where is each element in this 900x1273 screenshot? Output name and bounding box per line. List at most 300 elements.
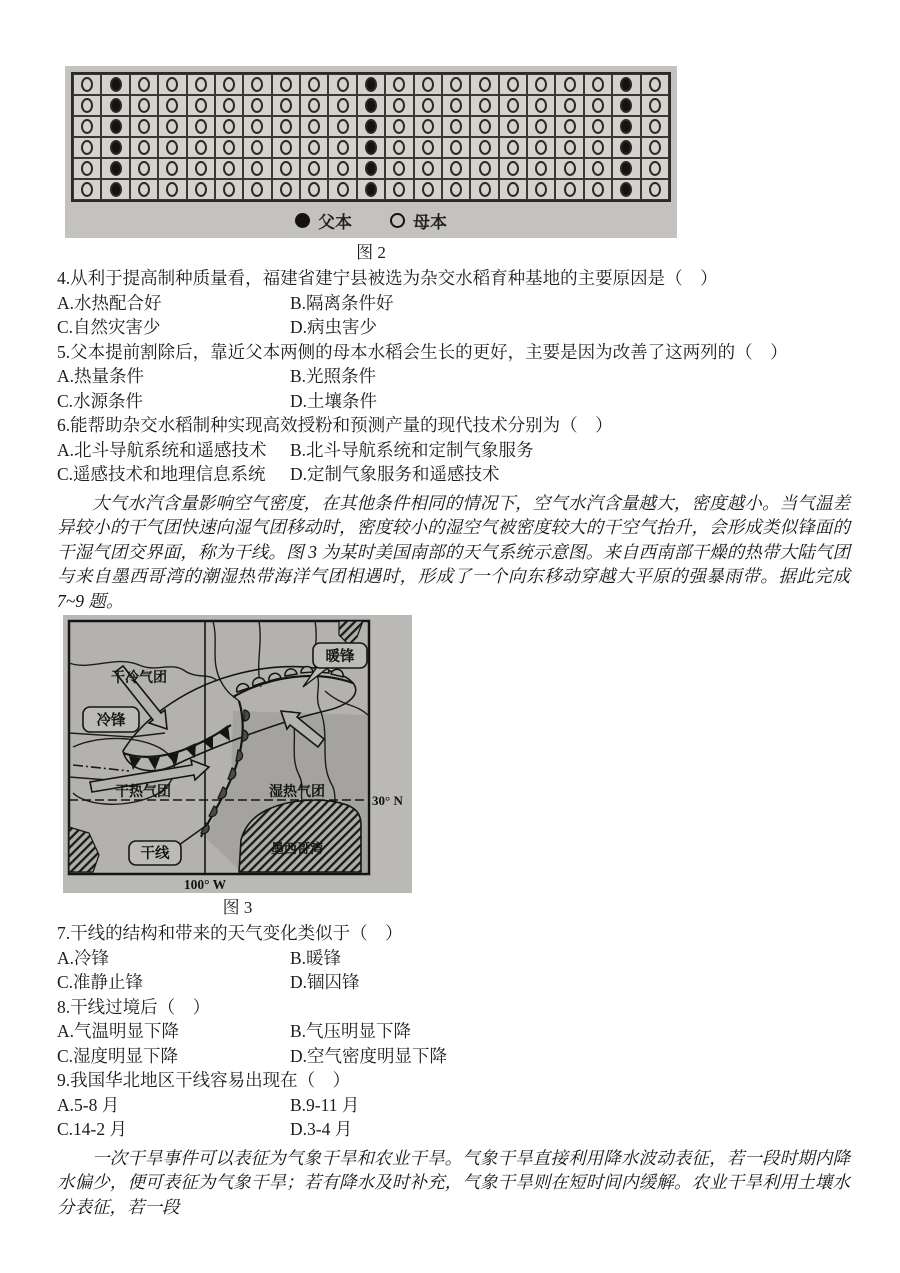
female-parent-dot xyxy=(564,182,576,197)
female-parent-dot xyxy=(592,161,604,176)
grid-cell xyxy=(612,179,640,200)
option-d: D.土壤条件 xyxy=(290,390,378,411)
grid-cell xyxy=(499,179,527,200)
option-d: D.病虫害少 xyxy=(290,317,378,337)
female-parent-dot xyxy=(393,140,405,155)
grid-cell xyxy=(499,95,527,116)
option-c: C.自然灾害少 xyxy=(57,317,161,337)
option-d: D.锢囚锋 xyxy=(290,972,360,992)
female-parent-dot xyxy=(479,77,491,92)
female-parent-dot xyxy=(308,140,320,155)
latitude-label: 30° N xyxy=(372,793,403,808)
cold-front-label: 冷锋 xyxy=(96,713,126,729)
question-6 xyxy=(57,413,850,487)
male-parent-dot xyxy=(365,119,377,134)
female-parent-dot xyxy=(564,140,576,155)
grid-cell xyxy=(215,74,243,95)
grid-cell xyxy=(612,158,640,179)
female-parent-dot xyxy=(280,77,292,92)
grid-cell xyxy=(442,95,470,116)
option-b: B.北斗导航系统和定制气象服务 xyxy=(290,439,534,460)
option-b: B.隔离条件好 xyxy=(290,292,394,313)
grid-cell xyxy=(612,95,640,116)
female-parent-dot xyxy=(251,98,263,113)
grid-cell xyxy=(328,74,356,95)
grid-cell xyxy=(300,158,328,179)
grid-cell xyxy=(187,95,215,116)
female-parent-dot xyxy=(195,119,207,134)
female-parent-dot xyxy=(337,98,349,113)
female-parent-dot xyxy=(393,77,405,92)
female-parent-dot xyxy=(223,182,235,197)
option-a: A.5-8 月 xyxy=(57,1094,120,1115)
female-parent-dot xyxy=(479,182,491,197)
grid-cell xyxy=(414,74,442,95)
grid-cell xyxy=(527,74,555,95)
female-parent-dot xyxy=(535,161,547,176)
option-b: B.9-11 月 xyxy=(290,1094,360,1115)
grid-cell xyxy=(101,116,129,137)
grid-cell xyxy=(470,137,498,158)
legend-item-female xyxy=(390,208,447,233)
female-parent-dot xyxy=(535,140,547,155)
male-parent-dot xyxy=(620,77,632,92)
grid-cell xyxy=(328,116,356,137)
female-parent-dot xyxy=(450,182,462,197)
grid-cell xyxy=(612,74,640,95)
figure-2-caption: 图 2 xyxy=(356,243,386,262)
female-parent-dot xyxy=(592,98,604,113)
seed-grid xyxy=(71,72,671,202)
option-a: A.气温明显下降 xyxy=(57,1021,180,1041)
female-parent-dot xyxy=(337,140,349,155)
grid-cell xyxy=(555,116,583,137)
male-parent-dot xyxy=(365,161,377,176)
female-parent-dot xyxy=(393,182,405,197)
grid-cell xyxy=(414,158,442,179)
grid-cell xyxy=(158,95,186,116)
dry-cold-airmass-label: 干冷气团 xyxy=(111,671,167,686)
female-parent-label: 母本 xyxy=(413,212,447,232)
grid-cell xyxy=(612,137,640,158)
female-parent-dot xyxy=(507,182,519,197)
grid-cell xyxy=(158,158,186,179)
male-parent-dot-icon xyxy=(295,213,310,228)
female-parent-dot xyxy=(195,161,207,176)
female-parent-dot xyxy=(535,119,547,134)
grid-cell xyxy=(300,179,328,200)
female-parent-dot xyxy=(223,98,235,113)
female-parent-dot xyxy=(280,119,292,134)
grid-cell xyxy=(215,179,243,200)
grid-cell xyxy=(470,158,498,179)
grid-cell xyxy=(527,179,555,200)
option-b: B.光照条件 xyxy=(290,366,377,386)
male-parent-dot xyxy=(110,161,122,176)
male-parent-dot xyxy=(110,98,122,113)
grid-cell xyxy=(641,74,669,95)
female-parent-dot xyxy=(649,161,661,176)
grid-cell xyxy=(442,158,470,179)
dry-line-label: 干线 xyxy=(140,846,170,862)
male-parent-dot xyxy=(365,182,377,197)
grid-cell xyxy=(130,179,158,200)
grid-cell xyxy=(584,95,612,116)
grid-cell xyxy=(215,95,243,116)
grid-cell xyxy=(187,74,215,95)
grid-cell xyxy=(158,74,186,95)
male-parent-dot xyxy=(365,140,377,155)
female-parent-dot xyxy=(251,119,263,134)
female-parent-dot xyxy=(138,182,150,197)
female-parent-dot xyxy=(393,161,405,176)
female-parent-dot xyxy=(251,140,263,155)
female-parent-dot xyxy=(280,161,292,176)
grid-cell xyxy=(414,95,442,116)
warm-front-label: 暖锋 xyxy=(325,649,355,665)
option-a: A.水热配合好 xyxy=(57,292,162,313)
question-stem: 8.干线过境后（ ） xyxy=(57,996,211,1017)
grid-cell xyxy=(414,116,442,137)
grid-cell xyxy=(555,74,583,95)
grid-cell xyxy=(73,116,101,137)
grid-cell xyxy=(328,95,356,116)
male-parent-dot xyxy=(110,140,122,155)
option-c: C.14-2 月 xyxy=(57,1119,127,1139)
female-parent-dot xyxy=(280,98,292,113)
figure-2-scan xyxy=(65,66,677,238)
grid-cell xyxy=(130,137,158,158)
female-parent-dot xyxy=(393,98,405,113)
question-4 xyxy=(57,266,850,340)
female-parent-dot xyxy=(195,182,207,197)
grid-cell xyxy=(584,158,612,179)
gulf-of-mexico-label: 墨西哥湾 xyxy=(271,841,324,856)
female-parent-dot xyxy=(535,77,547,92)
female-parent-dot xyxy=(422,161,434,176)
grid-cell xyxy=(300,74,328,95)
grid-cell xyxy=(385,158,413,179)
grid-cell xyxy=(584,116,612,137)
figure-3 xyxy=(63,615,412,921)
grid-cell xyxy=(470,74,498,95)
question-stem: 7.干线的结构和带来的天气变化类似于（ ） xyxy=(57,923,403,943)
grid-cell xyxy=(73,137,101,158)
female-parent-dot xyxy=(308,182,320,197)
female-parent-dot xyxy=(592,182,604,197)
grid-cell xyxy=(243,158,271,179)
moist-hot-airmass-label: 湿热气团 xyxy=(269,785,325,800)
grid-cell xyxy=(130,74,158,95)
female-parent-dot xyxy=(507,119,519,134)
female-parent-dot xyxy=(450,140,462,155)
female-parent-dot xyxy=(479,140,491,155)
female-parent-dot xyxy=(81,182,93,197)
female-parent-dot xyxy=(195,98,207,113)
question-stem: 6.能帮助杂交水稻制种实现高效授粉和预测产量的现代技术分别为（ ） xyxy=(57,415,613,435)
grid-cell xyxy=(272,74,300,95)
option-c: C.水源条件 xyxy=(57,390,144,411)
female-parent-dot xyxy=(251,182,263,197)
female-parent-dot xyxy=(138,161,150,176)
grid-cell xyxy=(187,179,215,200)
female-parent-dot xyxy=(280,182,292,197)
option-a: A.热量条件 xyxy=(57,366,145,386)
grid-cell xyxy=(130,158,158,179)
female-parent-dot xyxy=(507,161,519,176)
female-parent-dot xyxy=(393,119,405,134)
grid-cell xyxy=(385,95,413,116)
female-parent-dot xyxy=(81,77,93,92)
female-parent-dot xyxy=(166,119,178,134)
female-parent-dot xyxy=(479,119,491,134)
male-parent-dot xyxy=(365,77,377,92)
grid-cell xyxy=(101,95,129,116)
grid-cell xyxy=(584,137,612,158)
grid-cell xyxy=(527,95,555,116)
grid-cell xyxy=(442,179,470,200)
female-parent-dot xyxy=(223,161,235,176)
grid-cell xyxy=(357,74,385,95)
grid-cell xyxy=(243,95,271,116)
female-parent-dot-icon xyxy=(390,213,405,228)
female-parent-dot xyxy=(649,77,661,92)
female-parent-dot xyxy=(280,140,292,155)
grid-cell xyxy=(243,179,271,200)
female-parent-dot xyxy=(166,161,178,176)
grid-cell xyxy=(272,116,300,137)
question-stem: 9.我国华北地区干线容易出现在（ ） xyxy=(57,1070,351,1090)
female-parent-dot xyxy=(308,161,320,176)
grid-cell xyxy=(300,95,328,116)
figure-3-caption: 图 3 xyxy=(222,898,253,917)
grid-cell xyxy=(328,158,356,179)
grid-cell xyxy=(641,179,669,200)
female-parent-dot xyxy=(422,98,434,113)
option-b: B.气压明显下降 xyxy=(290,1021,412,1041)
grid-cell xyxy=(442,116,470,137)
grid-cell xyxy=(272,158,300,179)
option-c: C.遥感技术和地理信息系统 xyxy=(57,464,266,484)
grid-cell xyxy=(414,137,442,158)
grid-cell xyxy=(499,137,527,158)
male-parent-dot xyxy=(620,161,632,176)
option-b: B.暖锋 xyxy=(290,947,342,968)
figure-2-legend xyxy=(71,202,671,238)
female-parent-dot xyxy=(138,77,150,92)
grid-cell xyxy=(555,158,583,179)
grid-cell xyxy=(215,158,243,179)
female-parent-dot xyxy=(422,119,434,134)
grid-cell xyxy=(73,95,101,116)
female-parent-dot xyxy=(507,140,519,155)
grid-cell xyxy=(499,74,527,95)
option-c: C.准静止锋 xyxy=(57,972,144,992)
female-parent-dot xyxy=(450,119,462,134)
female-parent-dot xyxy=(422,140,434,155)
female-parent-dot xyxy=(251,161,263,176)
grid-cell xyxy=(414,179,442,200)
grid-cell xyxy=(272,95,300,116)
grid-cell xyxy=(101,74,129,95)
grid-cell xyxy=(357,137,385,158)
grid-cell xyxy=(101,158,129,179)
female-parent-dot xyxy=(195,140,207,155)
grid-cell xyxy=(385,116,413,137)
female-parent-dot xyxy=(337,182,349,197)
female-parent-dot xyxy=(592,119,604,134)
grid-cell xyxy=(243,116,271,137)
female-parent-dot xyxy=(223,140,235,155)
female-parent-dot xyxy=(166,98,178,113)
female-parent-dot xyxy=(507,77,519,92)
male-parent-dot xyxy=(620,98,632,113)
female-parent-dot xyxy=(649,182,661,197)
female-parent-dot xyxy=(138,119,150,134)
female-parent-dot xyxy=(166,77,178,92)
grid-cell xyxy=(73,74,101,95)
grid-cell xyxy=(328,179,356,200)
female-parent-dot xyxy=(564,161,576,176)
female-parent-dot xyxy=(535,182,547,197)
grid-cell xyxy=(499,158,527,179)
male-parent-dot xyxy=(620,119,632,134)
grid-cell xyxy=(101,137,129,158)
female-parent-dot xyxy=(649,119,661,134)
female-parent-dot xyxy=(223,119,235,134)
female-parent-dot xyxy=(564,77,576,92)
female-parent-dot xyxy=(535,98,547,113)
grid-cell xyxy=(527,158,555,179)
female-parent-dot xyxy=(81,140,93,155)
grid-cell xyxy=(357,179,385,200)
grid-cell xyxy=(130,95,158,116)
female-parent-dot xyxy=(166,182,178,197)
female-parent-dot xyxy=(81,119,93,134)
grid-cell xyxy=(612,116,640,137)
grid-cell xyxy=(470,179,498,200)
female-parent-dot xyxy=(138,98,150,113)
female-parent-dot xyxy=(507,98,519,113)
grid-cell xyxy=(470,95,498,116)
passage-dryline: 大气水汽含量影响空气密度，在其他条件相同的情况下，空气水汽含量越大，密度越小。当气温差异较小的干气团快速向湿气团移动时，密度较小的湿空气被密度较大的干空气抬升，会形成类似锋面的干湿气团交界面，称为干线。图 3 为某时美国南部的天气系统示意图。来自西南部干燥的热带大陆气团与来自墨西哥湾的潮湿热带海洋气团相遇时，形成了一个向东移动穿越大平原的强暴雨带。据此完成 7~9 题。 xyxy=(57,492,850,611)
legend-item-male xyxy=(295,208,352,233)
male-parent-label: 父本 xyxy=(318,212,352,232)
grid-cell xyxy=(385,74,413,95)
grid-cell xyxy=(442,137,470,158)
grid-cell xyxy=(584,179,612,200)
grid-cell xyxy=(300,137,328,158)
male-parent-dot xyxy=(110,119,122,134)
grid-cell xyxy=(641,158,669,179)
option-d: D.定制气象服务和遥感技术 xyxy=(290,464,500,484)
passage-drought: 一次干旱事件可以表征为气象干旱和农业干旱。气象干旱直接利用降水波动表征，若一段时期内降水偏少，便可表征为气象干旱；若有降水及时补充，气象干旱则在短时间内缓解。农业干旱利用土壤水分表征，若一段 xyxy=(57,1147,850,1217)
female-parent-dot xyxy=(564,98,576,113)
grid-cell xyxy=(215,116,243,137)
female-parent-dot xyxy=(251,77,263,92)
question-stem: 4.从利于提高制种质量看，福建省建宁县被选为杂交水稻育种基地的主要原因是（ ） xyxy=(57,268,718,288)
grid-cell xyxy=(385,137,413,158)
grid-cell xyxy=(357,95,385,116)
male-parent-dot xyxy=(365,98,377,113)
grid-cell xyxy=(187,158,215,179)
female-parent-dot xyxy=(649,98,661,113)
grid-cell xyxy=(555,95,583,116)
grid-cell xyxy=(357,116,385,137)
grid-cell xyxy=(187,116,215,137)
grid-cell xyxy=(158,137,186,158)
grid-cell xyxy=(527,137,555,158)
female-parent-dot xyxy=(479,98,491,113)
grid-cell xyxy=(272,137,300,158)
grid-cell xyxy=(272,179,300,200)
female-parent-dot xyxy=(422,77,434,92)
male-parent-dot xyxy=(620,140,632,155)
grid-cell xyxy=(101,179,129,200)
grid-cell xyxy=(470,116,498,137)
grid-cell xyxy=(555,137,583,158)
grid-cell xyxy=(73,179,101,200)
dry-hot-airmass-label: 干热气团 xyxy=(115,785,171,800)
question-7 xyxy=(57,921,850,995)
female-parent-dot xyxy=(308,77,320,92)
female-parent-dot xyxy=(195,77,207,92)
grid-cell xyxy=(385,179,413,200)
female-parent-dot xyxy=(308,119,320,134)
grid-cell xyxy=(215,137,243,158)
female-parent-dot xyxy=(592,77,604,92)
question-8 xyxy=(57,995,850,1069)
grid-cell xyxy=(130,116,158,137)
female-parent-dot xyxy=(450,77,462,92)
option-d: D.空气密度明显下降 xyxy=(290,1045,448,1066)
grid-cell xyxy=(641,137,669,158)
question-9 xyxy=(57,1068,850,1142)
female-parent-dot xyxy=(450,98,462,113)
grid-cell xyxy=(584,74,612,95)
weather-map xyxy=(63,615,412,893)
female-parent-dot xyxy=(564,119,576,134)
female-parent-dot xyxy=(81,161,93,176)
option-a: A.冷锋 xyxy=(57,947,110,968)
grid-cell xyxy=(243,74,271,95)
grid-cell xyxy=(158,116,186,137)
female-parent-dot xyxy=(337,119,349,134)
female-parent-dot xyxy=(649,140,661,155)
female-parent-dot xyxy=(592,140,604,155)
longitude-label: 100° W xyxy=(183,877,227,892)
female-parent-dot xyxy=(422,182,434,197)
grid-cell xyxy=(499,116,527,137)
female-parent-dot xyxy=(479,161,491,176)
female-parent-dot xyxy=(166,140,178,155)
grid-cell xyxy=(641,116,669,137)
figure-2 xyxy=(65,66,677,266)
grid-cell xyxy=(243,137,271,158)
female-parent-dot xyxy=(138,140,150,155)
male-parent-dot xyxy=(110,77,122,92)
female-parent-dot xyxy=(308,98,320,113)
female-parent-dot xyxy=(81,98,93,113)
grid-cell xyxy=(357,158,385,179)
grid-cell xyxy=(73,158,101,179)
question-stem: 5.父本提前割除后，靠近父本两侧的母本水稻会生长的更好，主要是因为改善了这两列的（ ） xyxy=(57,341,788,362)
grid-cell xyxy=(187,137,215,158)
grid-cell xyxy=(158,179,186,200)
male-parent-dot xyxy=(110,182,122,197)
grid-cell xyxy=(328,137,356,158)
grid-cell xyxy=(527,116,555,137)
